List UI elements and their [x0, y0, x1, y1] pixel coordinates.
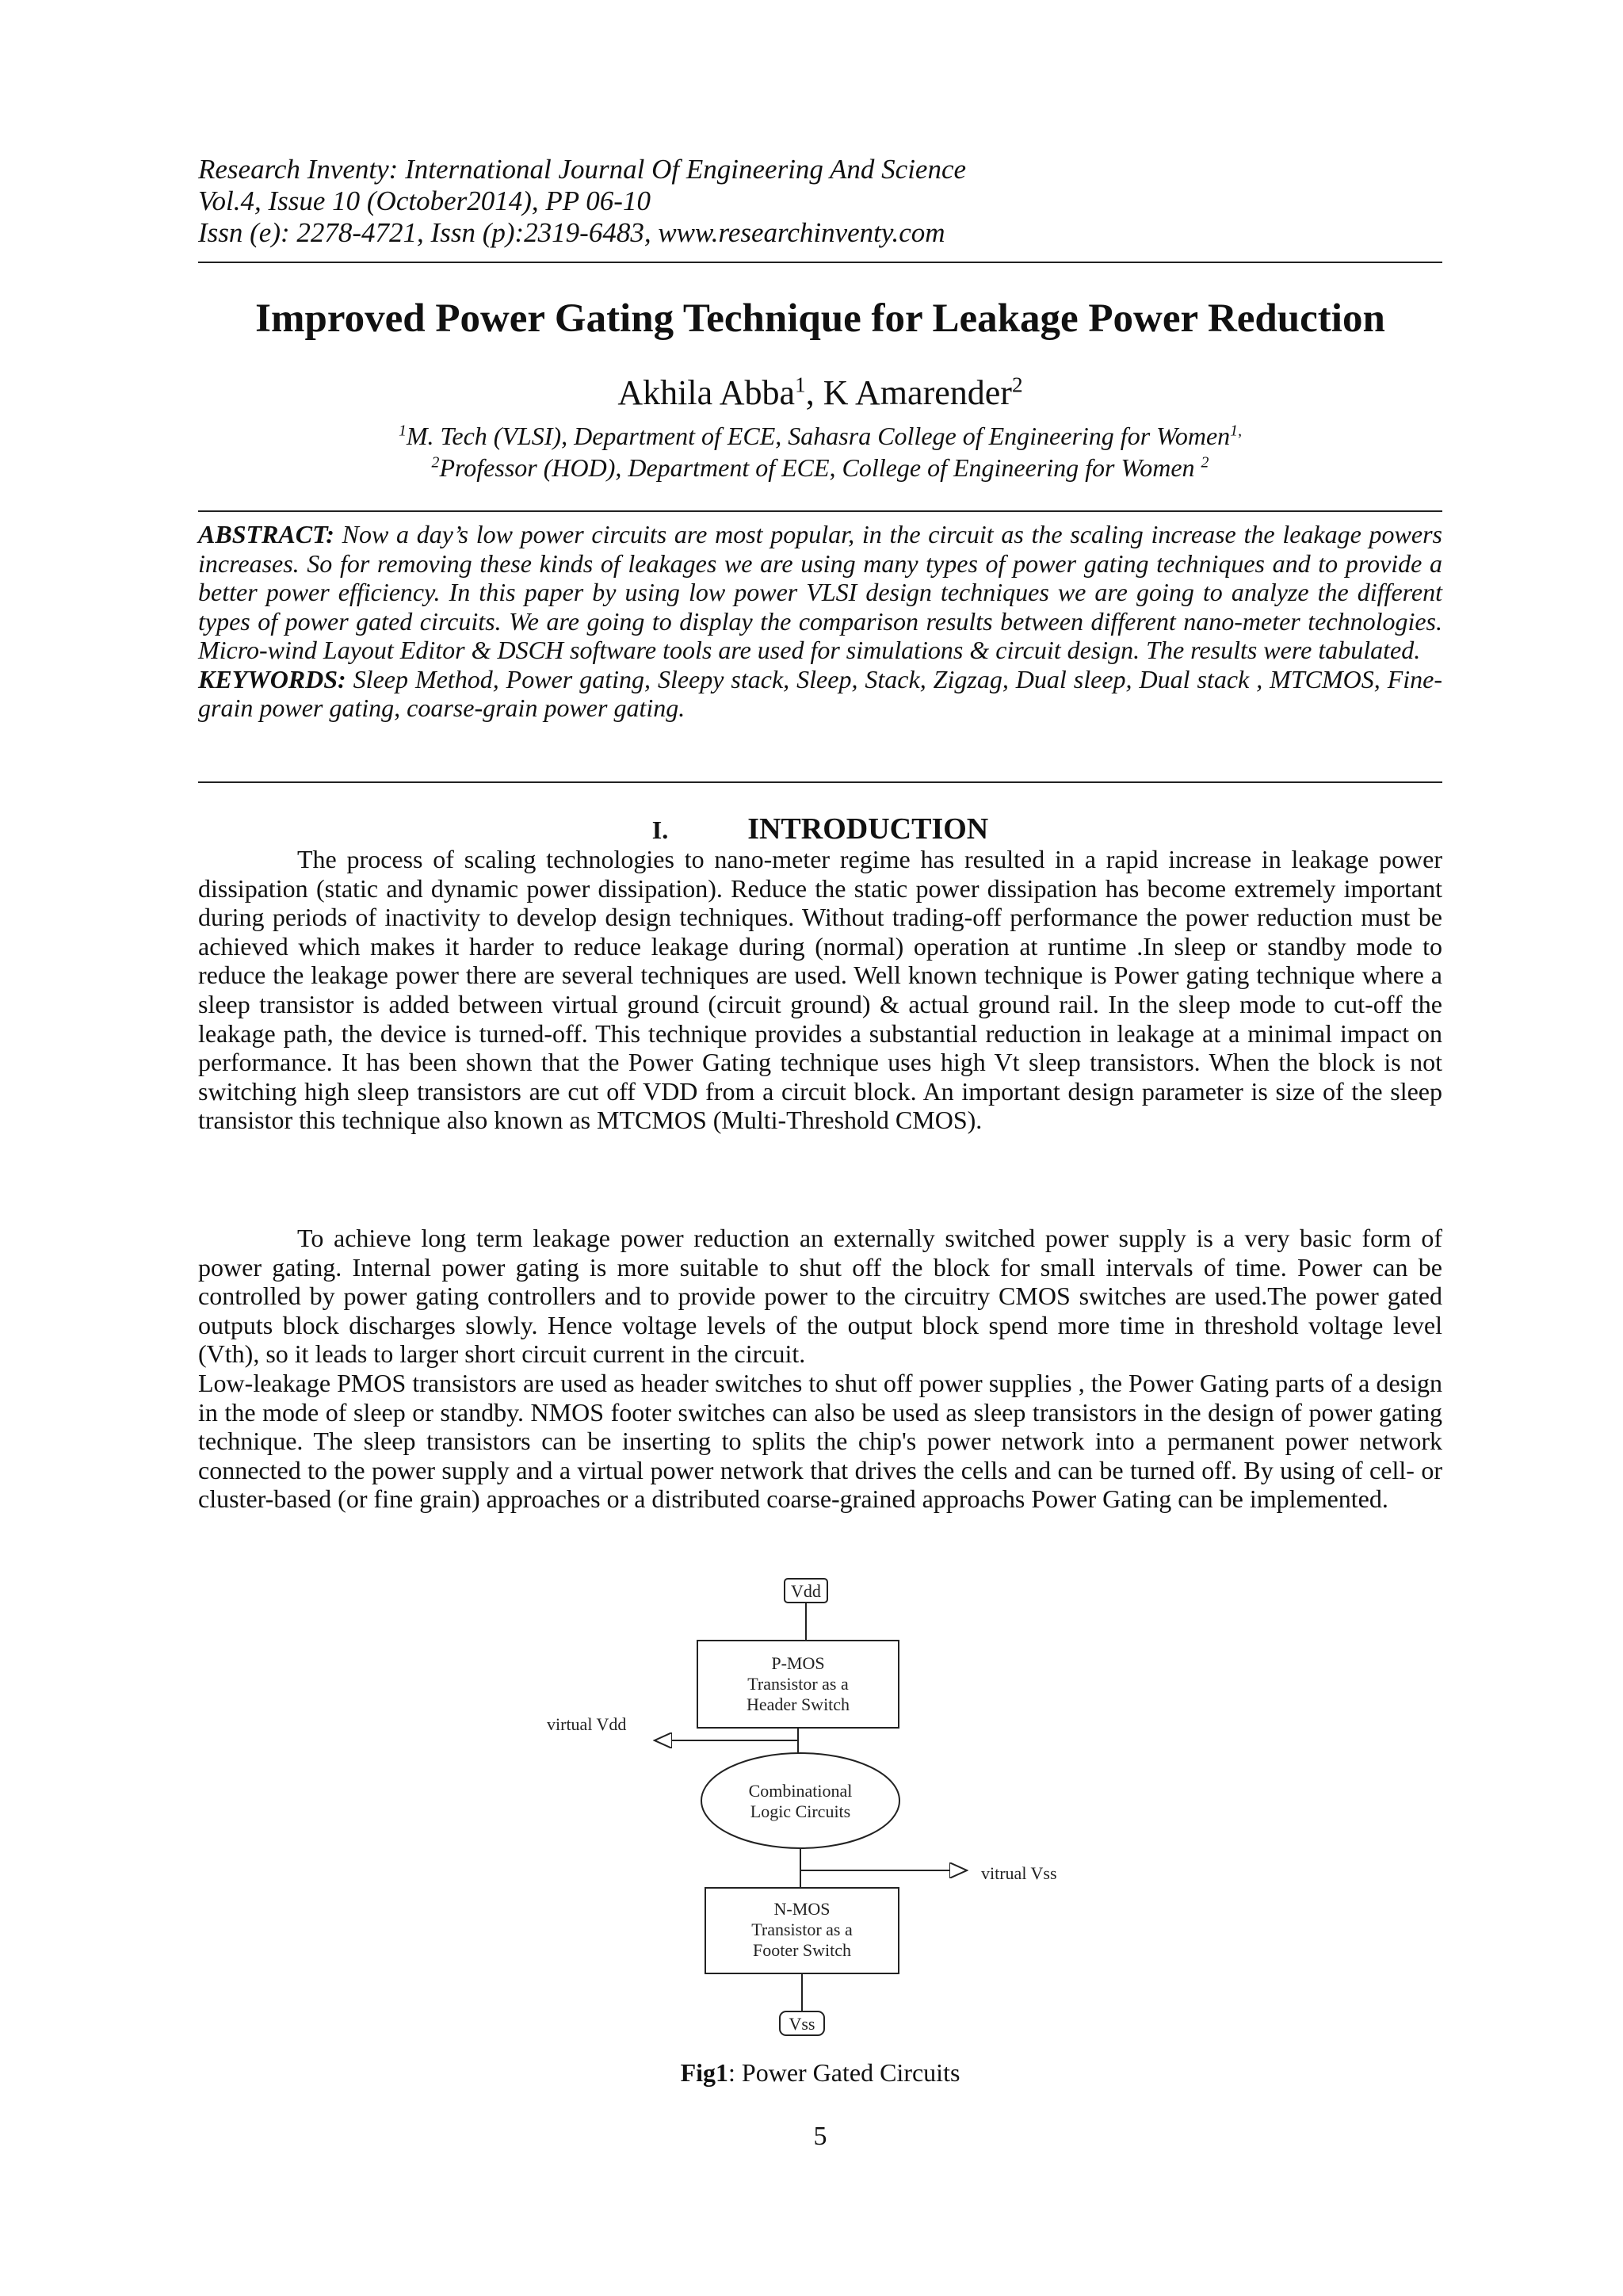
section-heading	[198, 812, 1442, 847]
author-1: Akhila Abba	[617, 373, 796, 412]
pmos-label-1: P-MOS	[771, 1653, 825, 1673]
journal-issn: Issn (e): 2278-4721, Issn (p):2319-6483, www.researchinventy.com	[198, 217, 945, 248]
section-title: INTRODUCTION	[747, 812, 989, 846]
nmos-label-3: Footer Switch	[752, 1940, 852, 1960]
vdd-label: Vdd	[791, 1581, 821, 1601]
header-rule	[198, 262, 1442, 263]
vss-label: Vss	[789, 2014, 815, 2034]
nmos-label-1: N-MOS	[773, 1899, 831, 1919]
abstract-block	[198, 520, 1442, 723]
abstract	[198, 520, 1442, 665]
figure-caption	[198, 2057, 1442, 2088]
logic-label-1: Combinational	[748, 1781, 853, 1801]
journal-volume: Vol.4, Issue 10 (October2014), PP 06-10	[198, 185, 651, 216]
pmos-label-3: Header Switch	[746, 1694, 850, 1714]
intro-paragraphs-2-3	[198, 1224, 1442, 1514]
author-line	[198, 372, 1442, 414]
affiliation-2-trail-sup: 2	[1201, 453, 1209, 472]
page-number: 5	[813, 2122, 827, 2151]
section-number: I.	[651, 816, 669, 844]
keywords-label: KEYWORDS:	[198, 664, 346, 693]
abstract-top-rule	[198, 510, 1442, 512]
affiliation-1-text: M. Tech (VLSI), Department of ECE, Sahasra College of Engineering for Women	[406, 422, 1231, 450]
power-gating-figure	[547, 1577, 1086, 2053]
abstract-bottom-rule	[198, 781, 1442, 783]
virtual-vdd-label: virtual Vdd	[547, 1714, 627, 1734]
power-gating-diagram	[547, 1577, 1086, 2053]
intro-paragraph-3: Low-leakage PMOS transistors are used as header switches to shut off power supplies , the Power Gating parts of a design in the mode of sleep or standby. NMOS footer switches can also be used as sleep transistors in the design of power gating technique. The sleep transistors can be inserting to splits the chip's power network into a permanent power network connected to the power supply and a virtual power network that drives the cells and can be turned off. By using of cell- or cluster-based (or fine grain) approaches or a distributed coarse-grained approachs Power Gating can be implemented.	[198, 1368, 1442, 1514]
figure-caption-text: : Power Gated Circuits	[728, 2058, 960, 2087]
affiliation-2-text: Professor (HOD), Department of ECE, College of Engineering for Women	[439, 453, 1201, 482]
author-1-sup: 1	[795, 372, 806, 397]
keywords	[198, 665, 1442, 723]
affiliation-1	[198, 420, 1442, 452]
affiliation-2	[198, 452, 1442, 483]
figure-caption-label: Fig1	[680, 2058, 729, 2087]
intro-paragraph-2: To achieve long term leakage power reduction an externally switched power supply is a very basic form of power gating. Internal power gating is more suitable to shut off the block for small intervals of time. Power can be controlled by power gating controllers and to provide power to the circuitry CMOS switches are used.The power gated outputs block discharges slowly. Hence voltage levels of the output block spend more time in threshold voltage level (Vth), so it leads to larger short circuit current in the circuit.	[198, 1224, 1442, 1369]
journal-name: Research Inventy: International Journal Of Engineering And Science	[198, 154, 967, 185]
keywords-text: Sleep Method, Power gating, Sleepy stack, Sleep, Stack, Zigzag, Dual sleep, Dual stack , MTCMOS, Fine-grain power gating, coarse-grain power gating.	[198, 664, 1442, 722]
nmos-label-2: Transistor as a	[751, 1920, 853, 1939]
combinational-logic-ellipse	[701, 1753, 899, 1848]
affiliation-1-sup: 1	[398, 422, 407, 440]
pmos-label-2: Transistor as a	[747, 1674, 849, 1694]
abstract-label: ABSTRACT:	[198, 520, 334, 548]
virtual-vss-label: vitrual Vss	[981, 1863, 1057, 1883]
logic-label-2: Logic Circuits	[750, 1801, 851, 1821]
journal-header	[198, 154, 1442, 249]
author-separator: ,	[805, 373, 823, 412]
paper-title: Improved Power Gating Technique for Leakage Power Reduction	[255, 296, 1385, 341]
author-2-sup: 2	[1011, 372, 1023, 397]
abstract-text: Now a day’s low power circuits are most popular, in the circuit as the scaling increase the leakage powers increases. So for removing these kinds of leakages we are using many types of power gating techniques and to provide a better power efficiency. In this paper by using low power VLSI design techniques we are going to analyze the different types of power gated circuits. We are going to display the comparison results between different nano-meter technologies. Micro-wind Layout Editor & DSCH software tools are used for simulations & circuit design. The results were tabulated.	[198, 520, 1442, 664]
affiliation-1-trail-sup: 1,	[1230, 422, 1243, 440]
author-2: K Amarender	[823, 373, 1012, 412]
intro-paragraph-1: The process of scaling technologies to nano-meter regime has resulted in a rapid increase in leakage power dissipation (static and dynamic power dissipation). Reduce the static power dissipation has become extremely important during periods of inactivity to develop design techniques. Without trading-off performance the power reduction must be achieved which makes it harder to reduce leakage during (normal) operation at runtime .In sleep or standby mode to reduce the leakage power there are several techniques are used. Well known technique is Power gating technique where a sleep transistor is added between virtual ground (circuit ground) & actual ground rail. In the sleep mode to cut-off the leakage path, the device is turned-off. This technique provides a substantial reduction in leakage at a minimal impact on performance. It has been shown that the Power Gating technique uses high Vt sleep transistors. When the block is not switching high sleep transistors are cut off VDD from a circuit block. An important design parameter is size of the sleep transistor this technique also known as MTCMOS (Multi-Threshold CMOS).	[198, 845, 1442, 1135]
affiliation-2-sup: 2	[431, 453, 440, 472]
